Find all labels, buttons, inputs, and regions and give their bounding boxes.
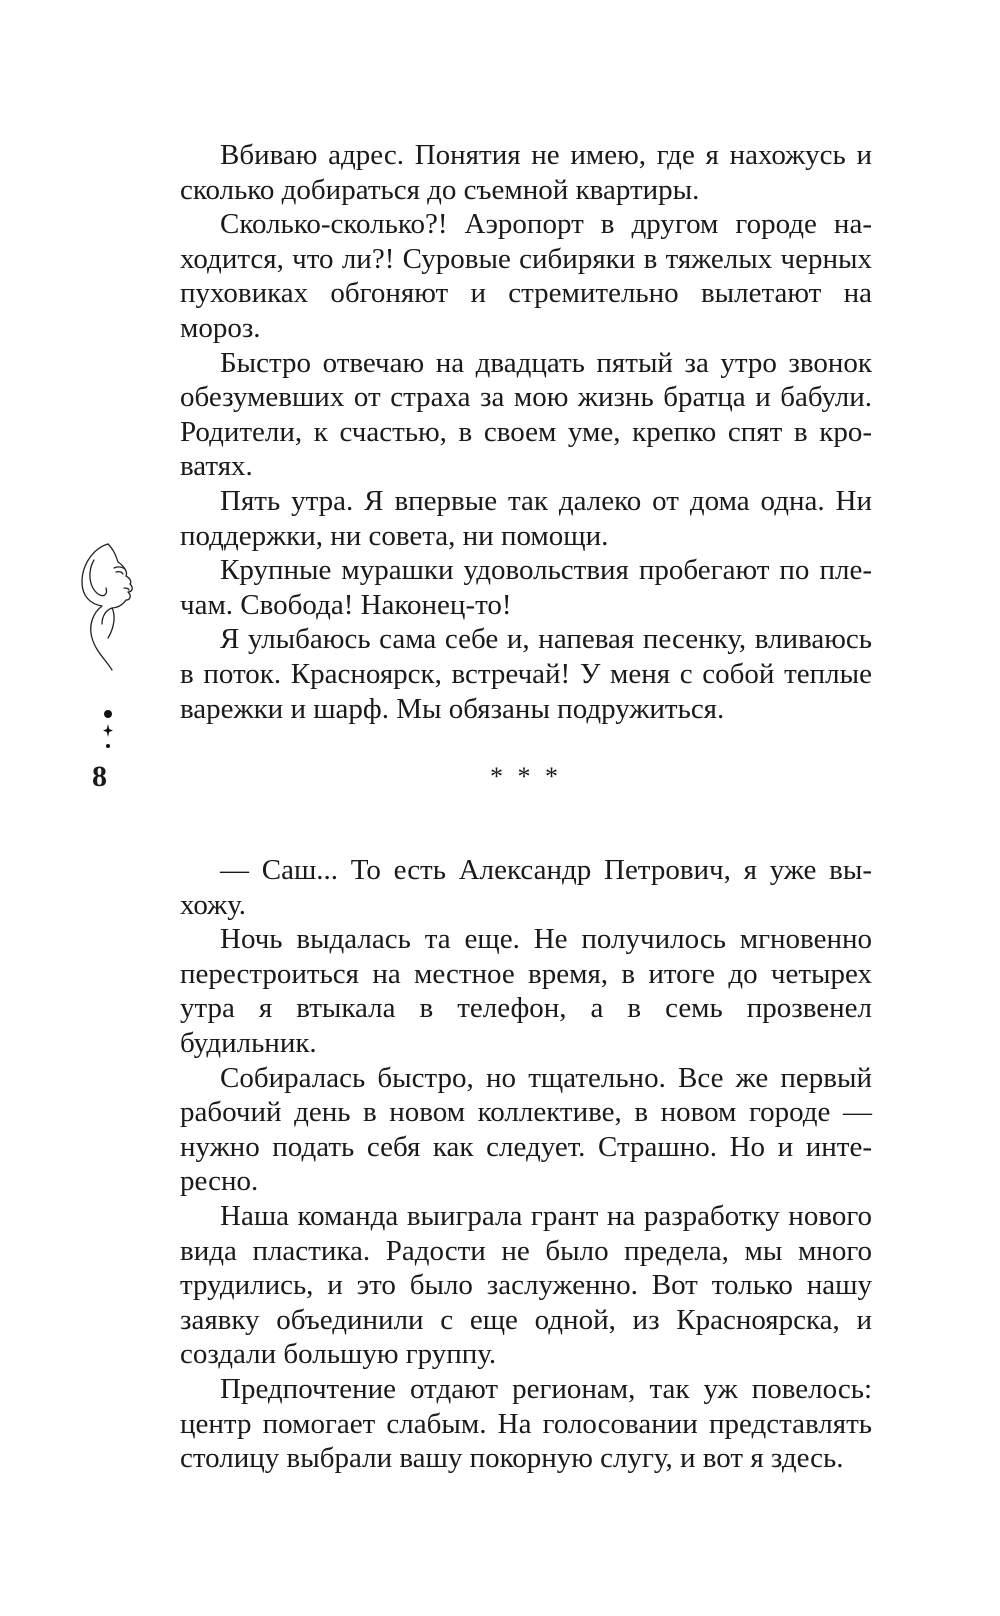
paragraph: Вбиваю адрес. Понятия не имею, где я нахожусь и сколько добираться до съемной квартиры. bbox=[180, 139, 872, 206]
paragraph: — Саш... То есть Александр Петрович, я уже выхожу. bbox=[180, 854, 872, 921]
dots-star-icon bbox=[98, 708, 118, 754]
text-block-top bbox=[180, 138, 872, 726]
paragraph: Ночь выдалась та еще. Не получилось мгновенно перестроиться на местное время, в итоге до четырех утра я втыкала в телефон, а в семь прозвенел будильник. bbox=[180, 923, 872, 1059]
paragraph: Я улыбаюсь сама себе и, напевая песенку, вливаюсь в поток. Красноярск, встречай! У меня с собой теплые варежки и шарф. Мы обязаны подружиться. bbox=[180, 623, 872, 725]
text-block-bottom bbox=[180, 853, 872, 1476]
paragraph: Крупные мурашки удовольствия пробегают по плечам. Свобода! Наконец-то! bbox=[180, 554, 872, 621]
page-number: 8 bbox=[92, 760, 107, 793]
face-line-art-icon bbox=[72, 542, 152, 672]
paragraph: Собиралась быстро, но тщательно. Все же первый рабочий день в новом коллективе, в новом городе — нужно подать себя как следует. Страшно. Но и интересно. bbox=[180, 1061, 872, 1198]
section-separator: * * * bbox=[490, 762, 562, 791]
paragraph: Быстро отвечаю на двадцать пятый за утро звонок обезумевших от страха за мою жизнь братца и бабули. Родители, к счастью, в своем уме, крепко спят в кроватях. bbox=[180, 346, 872, 483]
paragraph: Наша команда выиграла грант на разработку нового вида пластика. Радости не было предела, мы много трудились, и это было заслуженно. Вот только нашу заявку объединили с еще одной, из Красноярска, и создали большую группу. bbox=[180, 1199, 872, 1371]
paragraph: Пять утра. Я впервые так далеко от дома одна. Ни поддержки, ни совета, ни помощи. bbox=[180, 484, 872, 552]
paragraph: Сколько-сколько?! Аэропорт в другом городе находится, что ли?! Суровые сибиряки в тяжелых черных пуховиках обгоняют и стремительно вылетают на мороз. bbox=[180, 208, 872, 344]
paragraph: Предпочтение отдают регионам, так уж повелось: центр помогает слабым. На голосовании представлять столицу выбрали вашу покорную слугу, и вот я здесь. bbox=[180, 1372, 872, 1475]
